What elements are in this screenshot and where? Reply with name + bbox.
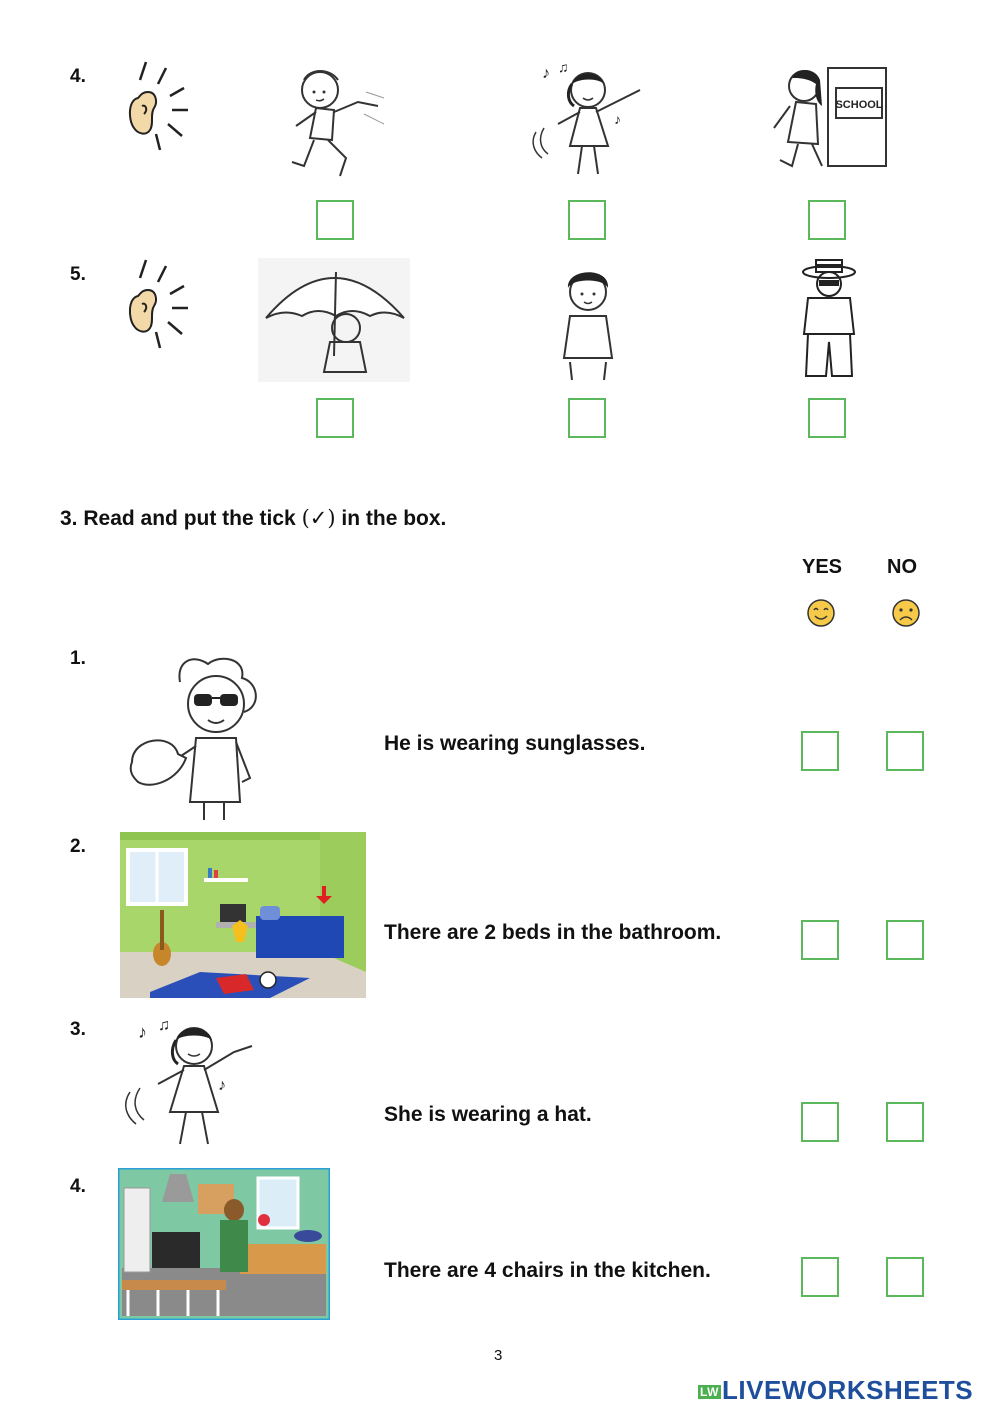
yes-header: YES (802, 556, 843, 578)
yes-box-2[interactable] (801, 920, 839, 960)
man-in-hat-picture (788, 258, 870, 382)
item-sentence: He is wearing sunglasses. (384, 732, 646, 755)
yes-box-3[interactable] (801, 1102, 839, 1142)
page-number: 3 (494, 1347, 503, 1364)
girl-going-to-school-picture (768, 62, 890, 184)
row-number: 4. (70, 66, 86, 87)
section-title-end: in the box. (341, 507, 447, 530)
svg-text:♪: ♪ (542, 65, 550, 82)
svg-text:♪: ♪ (138, 1022, 147, 1042)
child-with-umbrella-picture (258, 258, 410, 382)
answer-box-4c[interactable] (808, 200, 846, 240)
item-sentence: She is wearing a hat. (384, 1103, 592, 1126)
section-title-text: 3. Read and put the tick (60, 507, 296, 530)
item-number: 1. (70, 648, 86, 669)
no-header: NO (887, 556, 917, 578)
answer-box-4a[interactable] (316, 200, 354, 240)
liveworksheets-logo[interactable] (698, 1375, 973, 1406)
kitchen-picture (118, 1168, 330, 1320)
item-number: 2. (70, 836, 86, 857)
smiley-happy-icon (806, 598, 836, 628)
svg-text:♪: ♪ (614, 111, 621, 127)
running-girl-picture (280, 62, 390, 184)
ear-icon (120, 58, 192, 158)
answer-box-5c[interactable] (808, 398, 846, 438)
school-sign-text: SCHOOL (835, 99, 883, 111)
bedroom-picture (120, 832, 366, 998)
row-number: 5. (70, 264, 86, 285)
no-box-2[interactable] (886, 920, 924, 960)
item-sentence: There are 2 beds in the bathroom. (384, 921, 722, 944)
svg-text:♫: ♫ (558, 62, 569, 75)
answer-box-5a[interactable] (316, 398, 354, 438)
no-box-1[interactable] (886, 731, 924, 771)
answer-box-5b[interactable] (568, 398, 606, 438)
item-number: 4. (70, 1176, 86, 1197)
ear-icon (120, 256, 192, 356)
svg-text:♫: ♫ (158, 1017, 170, 1034)
section-title (60, 506, 446, 531)
logo-mark-text: LW (700, 1385, 719, 1400)
yes-box-1[interactable] (801, 731, 839, 771)
tick-symbol: (✓) (301, 506, 336, 530)
no-box-3[interactable] (886, 1102, 924, 1142)
logo-text: LIVEWORKSHEETS (722, 1375, 974, 1405)
yes-box-4[interactable] (801, 1257, 839, 1297)
smiley-sad-icon (891, 598, 921, 628)
boy-with-sunglasses-picture (124, 652, 274, 820)
item-number: 3. (70, 1019, 86, 1040)
logo-mark (698, 1385, 720, 1399)
dancing-girl-picture (118, 1016, 258, 1154)
dancing-girl-picture (528, 62, 648, 184)
curly-haired-boy-picture (548, 262, 628, 382)
answer-box-4b[interactable] (568, 200, 606, 240)
svg-text:♪: ♪ (218, 1077, 226, 1094)
item-sentence: There are 4 chairs in the kitchen. (384, 1259, 711, 1282)
no-box-4[interactable] (886, 1257, 924, 1297)
